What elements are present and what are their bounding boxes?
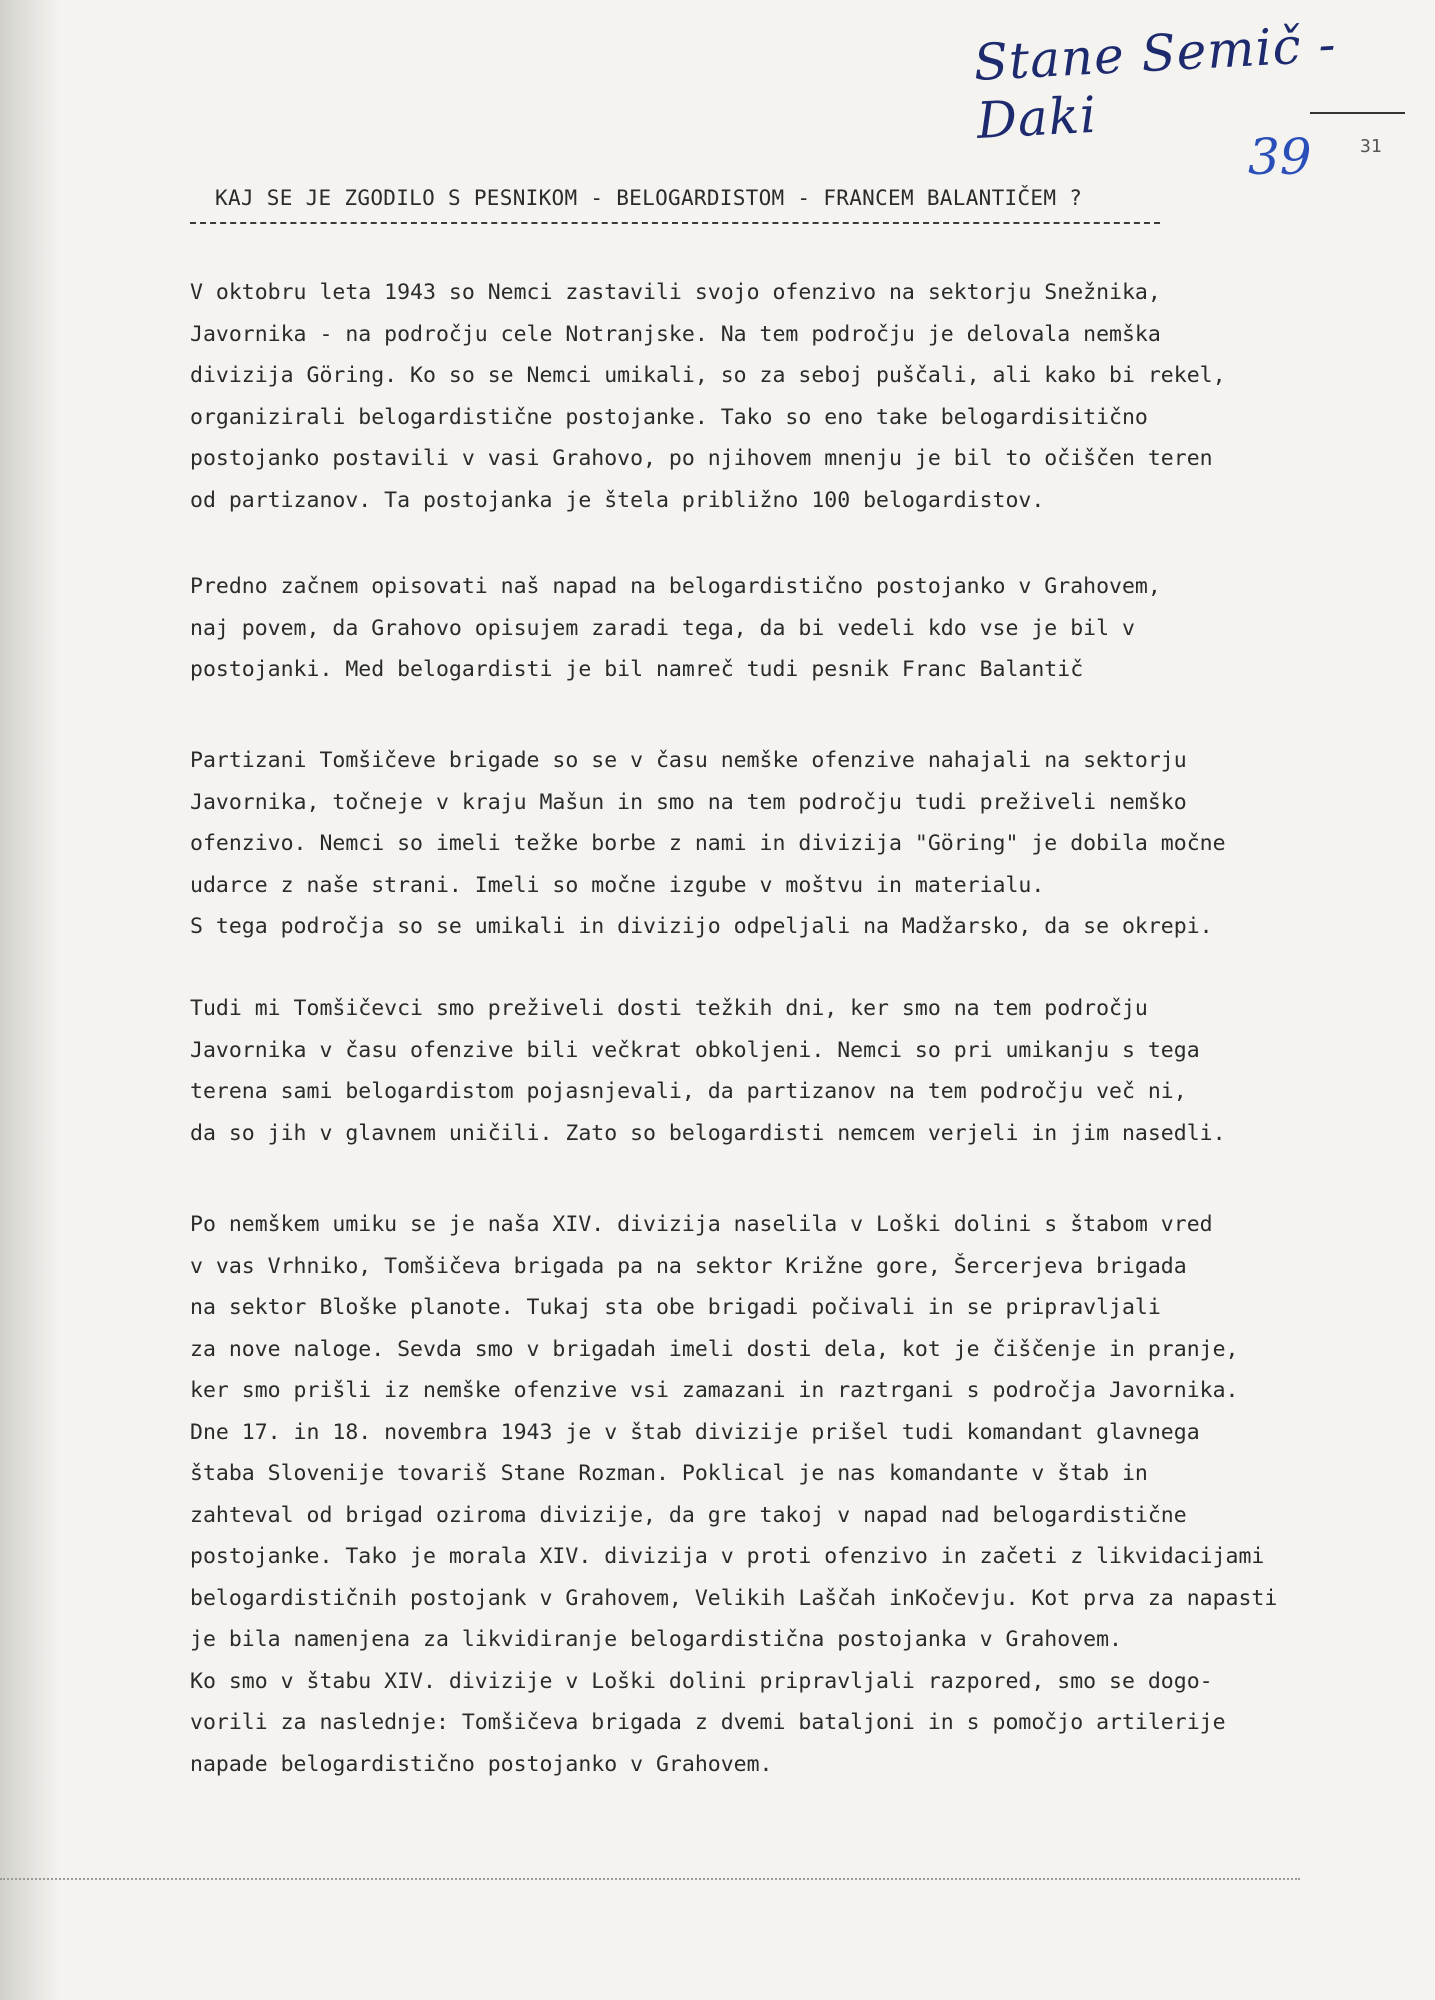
text-line: v vas Vrhniko, Tomšičeva brigada pa na sektor Križne gore, Šercerjeva brigada: [190, 1253, 1187, 1279]
text-line: organizirali belogardistične postojanke. Tako so eno take belogardisitično: [190, 404, 1148, 430]
paragraph-4: [190, 988, 1226, 1154]
handwritten-underline: [1310, 112, 1405, 114]
text-line: postojanki. Med belogardisti je bil namreč tudi pesnik Franc Balantič: [190, 657, 1084, 682]
text-line: udarce z naše strani. Imeli so močne izgube v moštvu in materialu.: [190, 872, 1045, 898]
handwritten-page-number: 39: [1248, 128, 1312, 186]
text-line: Po nemškem umiku se je naša XIV. divizija naselila v Loški dolini s štabom vred: [190, 1212, 1213, 1237]
handwritten-header-note: Stane Semič - Daki: [972, 15, 1338, 150]
text-line: na sektor Bloške planote. Tukaj sta obe brigadi počivali in se pripravljali: [190, 1295, 1161, 1320]
text-line: Dne 17. in 18. novembra 1943 je v štab divizije prišel tudi komandant glavnega: [190, 1419, 1200, 1445]
scan-edge-shadow: [0, 0, 60, 2000]
paragraph-1: [190, 272, 1226, 521]
text-line: Ko smo v štabu XIV. divizije v Loški dolini pripravljali razpored, smo se dogo-: [190, 1668, 1213, 1694]
text-line: ker smo prišli iz nemške ofenzive vsi zamazani in raztrgani s področja Javornika.: [190, 1378, 1239, 1403]
text-line: belogardističnih postojank v Grahovem, Velikih Laščah inKočevju. Kot prva za napasti: [190, 1585, 1278, 1611]
text-line: Javornika - na področju cele Notranjske. Na tem področju je delovala nemška: [190, 321, 1161, 347]
text-line: štaba Slovenije tovariš Stane Rozman. Poklical je nas komandante v štab in: [190, 1461, 1148, 1486]
text-line: postojanko postavili v vasi Grahovo, po njihovem mnenju je bil to očiščen teren: [190, 446, 1213, 471]
text-line: Partizani Tomšičeve brigade so se v času nemške ofenzive nahajali na sektorju: [190, 748, 1187, 773]
text-line: terena sami belogardistom pojasnjevali, da partizanov na tem področju več ni,: [190, 1079, 1187, 1104]
text-line: S tega področja so se umikali in divizijo odpeljali na Madžarsko, da se okrepi.: [190, 914, 1213, 939]
paragraph-5: [190, 1204, 1277, 1785]
text-line: zahteval od brigad oziroma divizije, da gre takoj v napad nad belogardistične: [190, 1502, 1187, 1528]
text-line: ofenzivo. Nemci so imeli težke borbe z nami in divizija "Göring" je dobila močne: [190, 831, 1226, 856]
text-line: naj povem, da Grahovo opisujem zaradi tega, da bi vedeli kdo vse je bil v: [190, 615, 1135, 641]
text-line: Predno začnem opisovati naš napad na belogardistično postojanko v Grahovem,: [190, 574, 1161, 599]
document-title: KAJ SE JE ZGODILO S PESNIKOM - BELOGARDISTOM - FRANCEM BALANTIČEM ?: [215, 186, 1083, 210]
text-line: vorili za naslednje: Tomšičeva brigada z dvemi bataljoni in s pomočjo artilerije: [190, 1710, 1226, 1735]
text-line: je bila namenjena za likvidiranje belogardistična postojanka v Grahovem.: [190, 1627, 1122, 1652]
title-underline: [190, 222, 1160, 224]
paragraph-3: [190, 740, 1226, 948]
text-line: za nove naloge. Sevda smo v brigadah imeli dosti dela, kot je čiščenje in pranje,: [190, 1336, 1239, 1362]
paragraph-2: [190, 566, 1161, 691]
page-bottom-mark: [0, 1878, 1300, 1880]
text-line: Javornika, točneje v kraju Mašun in smo na tem področju tudi preživeli nemško: [190, 789, 1187, 815]
text-line: V oktobru leta 1943 so Nemci zastavili svojo ofenzivo na sektorju Snežnika,: [190, 280, 1161, 305]
text-line: Javornika v času ofenzive bili večkrat obkoljeni. Nemci so pri umikanju s tega: [190, 1037, 1200, 1063]
stamped-page-number: 31: [1360, 136, 1382, 157]
text-line: divizija Göring. Ko so se Nemci umikali, so za seboj puščali, ali kako bi rekel,: [190, 363, 1226, 388]
text-line: da so jih v glavnem uničili. Zato so belogardisti nemcem verjeli in jim nasedli.: [190, 1120, 1226, 1146]
text-line: Tudi mi Tomšičevci smo preživeli dosti težkih dni, ker smo na tem področju: [190, 996, 1148, 1021]
text-line: od partizanov. Ta postojanka je štela približno 100 belogardistov.: [190, 487, 1045, 513]
text-line: napade belogardistično postojanko v Grahovem.: [190, 1751, 773, 1777]
text-line: postojanke. Tako je morala XIV. divizija v proti ofenzivo in začeti z likvidacijami: [190, 1544, 1265, 1569]
